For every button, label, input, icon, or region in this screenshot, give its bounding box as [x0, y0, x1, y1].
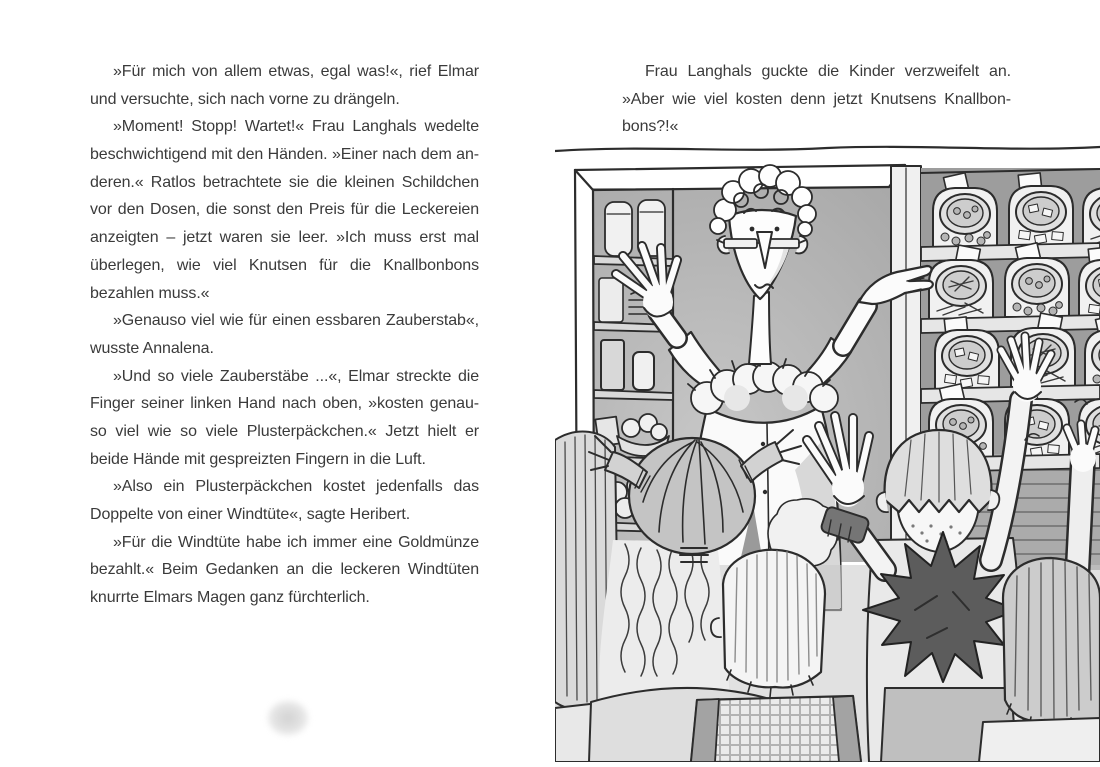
text-line: Doppelte von einer Windtüte«, sagte Heribert.	[90, 506, 411, 523]
eye-left	[750, 227, 755, 232]
page-smudge	[267, 700, 309, 736]
text-line: Finger seiner linken Hand nach oben, »kosten genau-	[90, 395, 479, 413]
text-line: beide Hände mit gespreizten Fingern in die Luft.	[90, 450, 426, 468]
ceiling-line	[555, 147, 1100, 151]
text-line: Frau Langhals guckte die Kinder verzweifelt an.	[645, 63, 1011, 80]
text-line: »Also ein Plusterpäckchen kostet jedenfalls das	[113, 478, 479, 496]
text-line: bezahlt.« Beim Gedanken an die leckeren Windtüten	[90, 561, 479, 579]
storybook-illustration	[555, 140, 1100, 762]
text-line: so viel wie so viele Plusterpäckchen.« Jetzt hielt er	[90, 422, 479, 440]
text-line: »Genauso viel wie für einen essbaren Zauberstab«,	[113, 312, 479, 330]
left-page-text	[90, 58, 479, 612]
text-line: und versuchte, sich nach vorne zu drängeln.	[90, 90, 400, 108]
eye-right	[775, 227, 780, 232]
candy-shop-scene	[555, 140, 1100, 762]
text-line: bons?!«	[622, 118, 679, 136]
text-line: deren.« Ratlos betrachtete sie die kleinen Schildchen	[90, 173, 479, 191]
text-line: vor den Dosen, die sonst den Preis für die Leckereien	[90, 201, 479, 219]
text-line: bezahlen muss.«	[90, 284, 210, 302]
text-line: überlegen, wie viel Knutsen für die Knallbonbons	[90, 256, 479, 274]
text-line: beschwichtigend mit den Händen. »Einer nach dem an-	[90, 146, 479, 164]
text-line: knurrte Elmars Magen ganz fürchterlich.	[90, 589, 370, 607]
text-line: anzeigten – jetzt waren sie leer. »Ich muss erst mal	[90, 229, 479, 247]
text-line: »Moment! Stopp! Wartet!« Frau Langhals wedelte	[113, 118, 479, 136]
text-line: »Für mich von allem etwas, egal was!«, rief Elmar	[113, 63, 479, 80]
text-line: »Aber wie viel kosten denn jetzt Knutsens Knallbon-	[622, 90, 1011, 108]
text-line: wusste Annalena.	[90, 339, 214, 357]
text-line: »Für die Windtüte habe ich immer eine Goldmünze	[113, 533, 479, 551]
text-line: »Und so viele Zauberstäbe ...«, Elmar streckte die	[113, 367, 479, 385]
right-page-text	[622, 58, 1011, 141]
